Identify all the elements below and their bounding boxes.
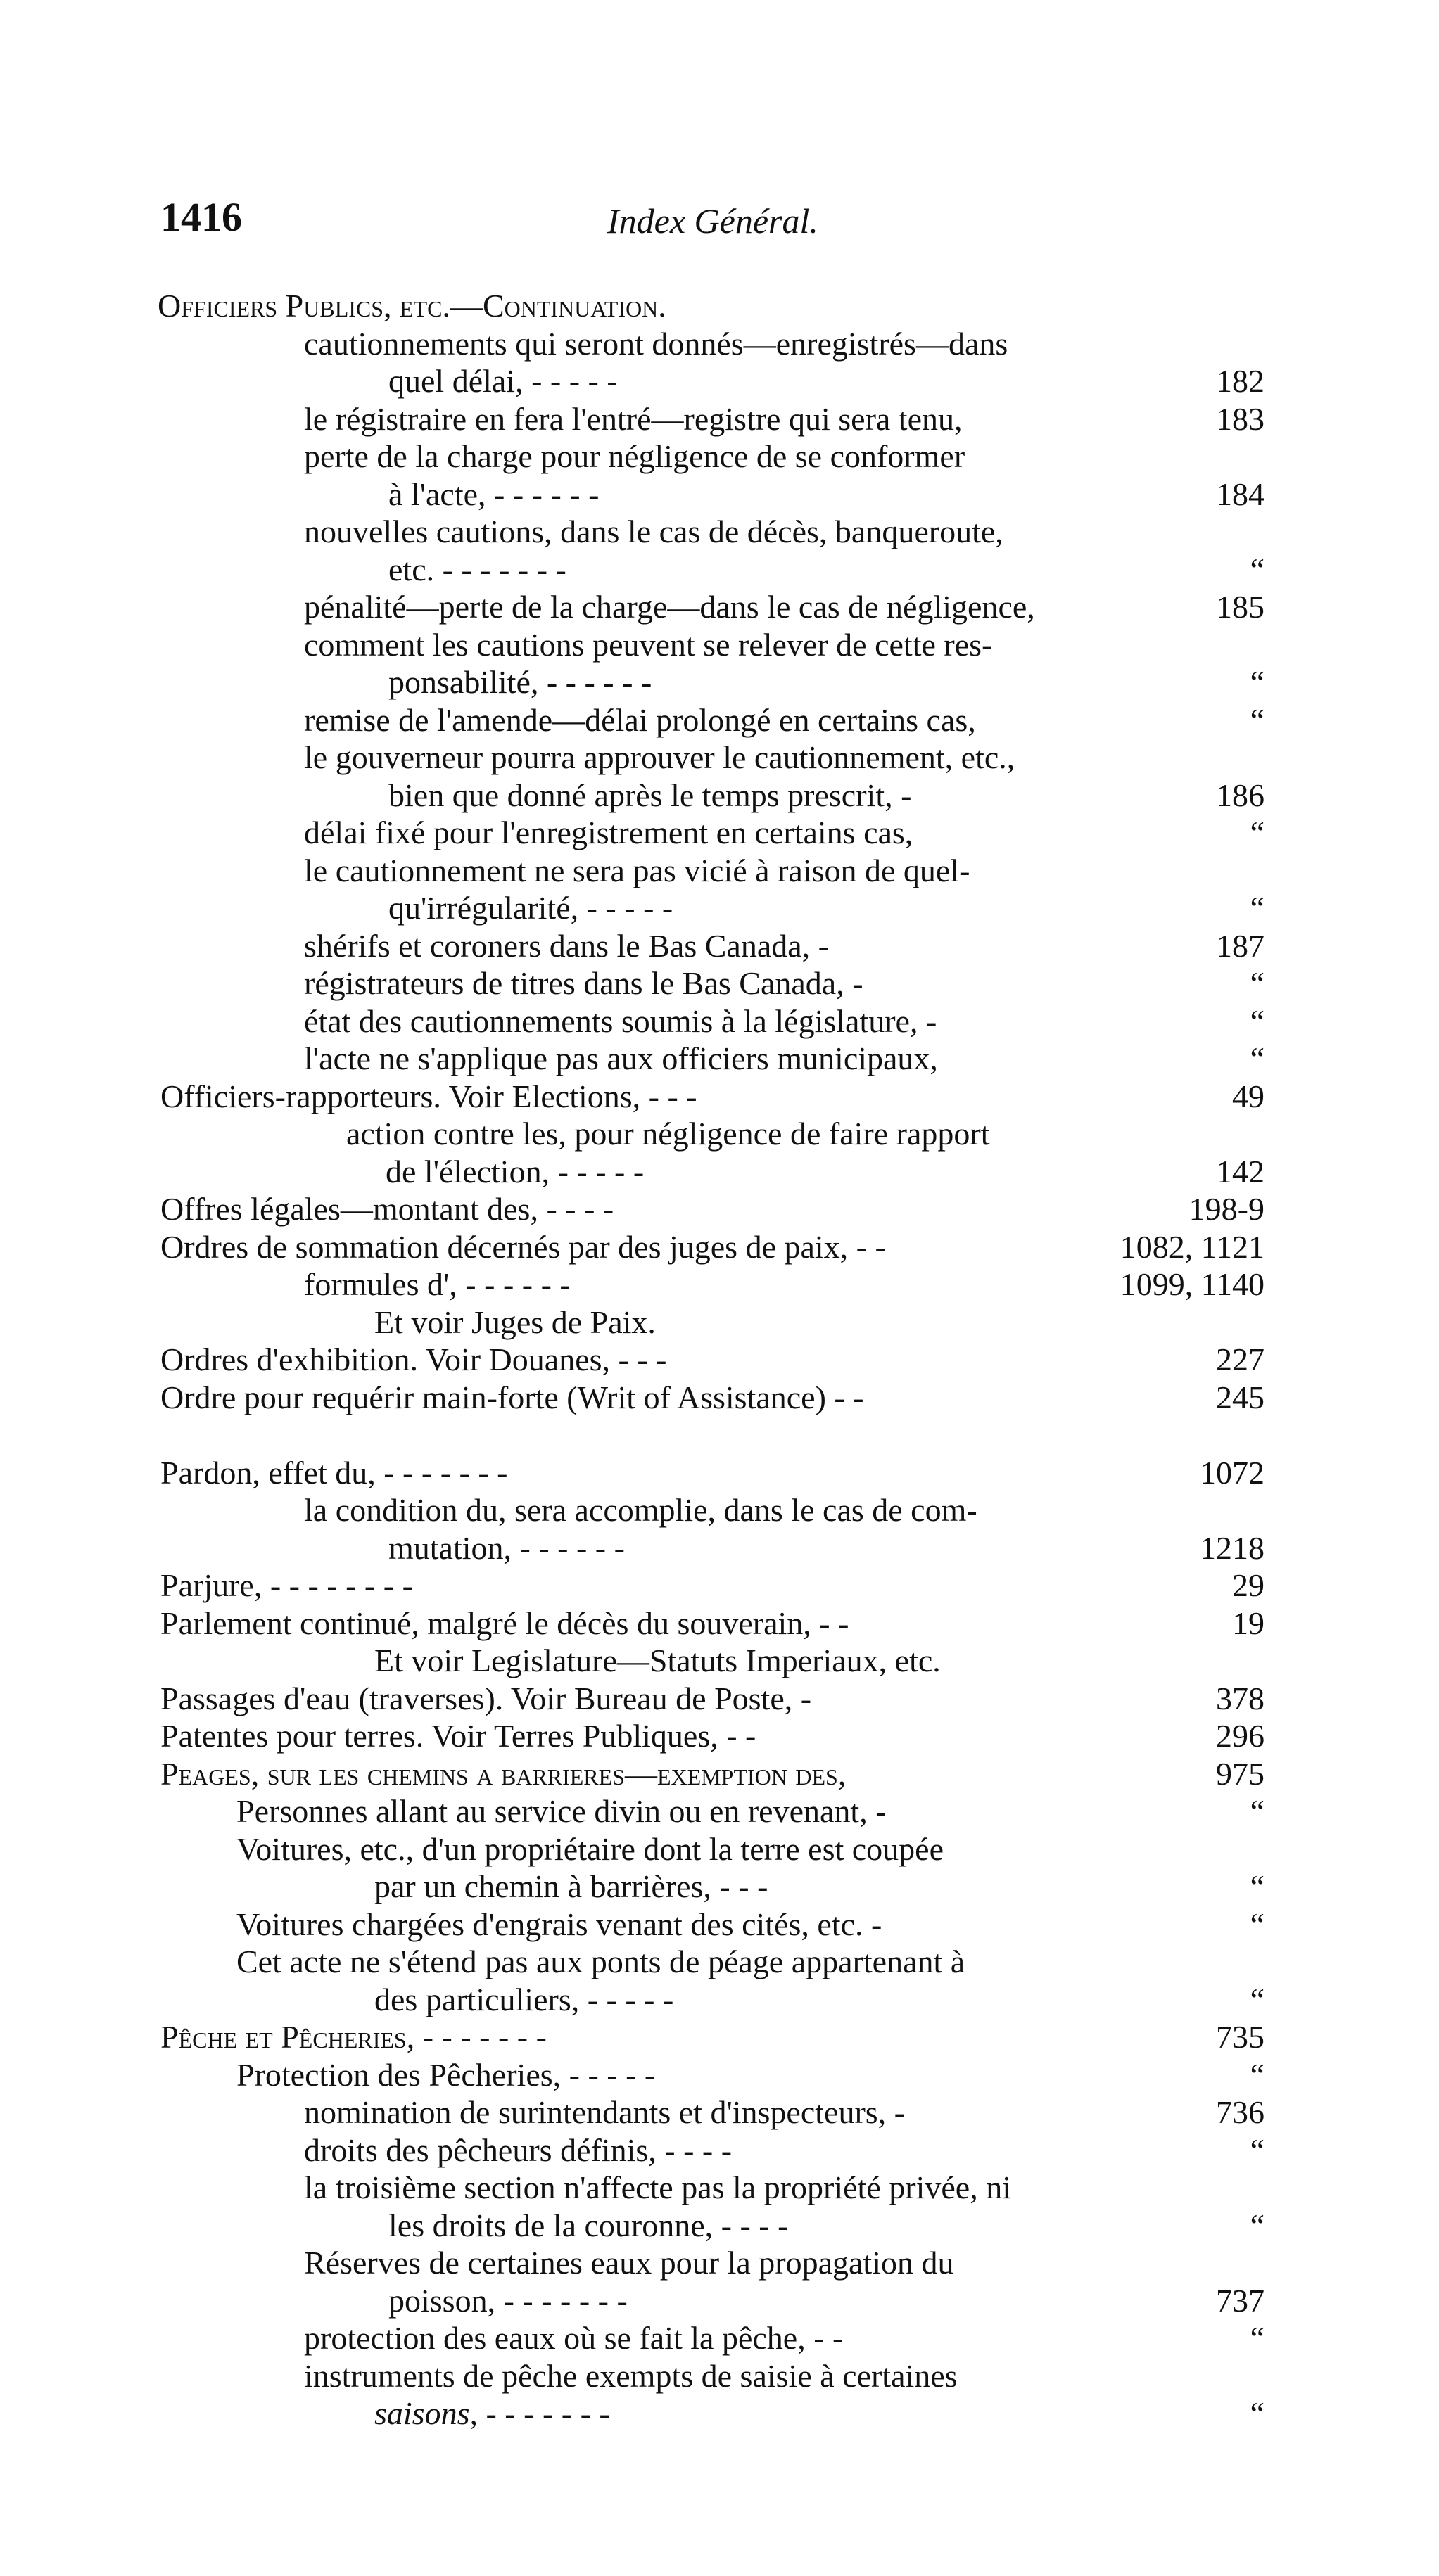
index-entry bbox=[0, 1868, 1439, 1906]
entry-text: Pardon, effet du, - - - - - - - bbox=[160, 1454, 508, 1491]
entry-page-ref: 29 bbox=[1232, 1567, 1264, 1603]
entry-page-ref: 227 bbox=[1216, 1341, 1264, 1377]
index-entry bbox=[0, 1642, 1439, 1680]
index-entry bbox=[0, 1680, 1439, 1718]
index-entry bbox=[0, 2131, 1439, 2169]
entry-text: Voitures chargées d'engrais venant des cités, etc. - bbox=[236, 1906, 882, 1942]
entry-page-ref: 1218 bbox=[1200, 1529, 1264, 1566]
entry-page-ref: “ bbox=[1250, 664, 1264, 700]
entry-text: Cet acte ne s'étend pas aux ponts de péage appartenant à bbox=[236, 1944, 965, 1979]
page-header bbox=[160, 193, 1258, 257]
entry-page-ref: “ bbox=[1250, 890, 1264, 926]
index-entry bbox=[0, 2093, 1439, 2131]
entry-text: bien que donné après le temps prescrit, - bbox=[388, 777, 912, 813]
index-entry bbox=[0, 1792, 1439, 1830]
entry-text: perte de la charge pour négligence de se conformer bbox=[304, 438, 965, 474]
entry-text: cautionnements qui seront donnés—enregistrés—dans bbox=[304, 325, 1008, 362]
index-entry bbox=[0, 2357, 1439, 2395]
entry-page-ref: 182 bbox=[1216, 363, 1264, 399]
entry-text: le régistraire en fera l'entré—registre qui sera tenu, bbox=[304, 400, 963, 437]
index-entry bbox=[0, 1567, 1439, 1605]
entry-text: Ordres d'exhibition. Voir Douanes, - - - bbox=[160, 1341, 667, 1377]
index-entry bbox=[0, 1341, 1439, 1379]
index-entry bbox=[0, 2207, 1439, 2245]
entry-text: Personnes allant au service divin ou en revenant, - bbox=[236, 1793, 887, 1829]
index-entry bbox=[0, 1454, 1439, 1492]
entry-page-ref: 184 bbox=[1216, 476, 1264, 512]
entry-text: poisson, - - - - - - - bbox=[388, 2282, 628, 2319]
index-entry bbox=[0, 1115, 1439, 1153]
entry-page-ref: “ bbox=[1250, 1906, 1264, 1942]
index-entry bbox=[0, 1228, 1439, 1266]
entry-text: remise de l'amende—délai prolongé en certains cas, bbox=[304, 701, 976, 738]
entry-text: à l'acte, - - - - - - bbox=[388, 476, 600, 512]
entry-text: Et voir Juges de Paix. bbox=[374, 1303, 656, 1340]
entry-page-ref: “ bbox=[1250, 965, 1264, 1001]
entry-text: Offres légales—montant des, - - - - bbox=[160, 1191, 614, 1227]
entry-text: droits des pêcheurs définis, - - - - bbox=[304, 2131, 733, 2168]
index-entry bbox=[0, 1265, 1439, 1303]
index-entry bbox=[0, 1078, 1439, 1116]
entry-page-ref: “ bbox=[1250, 2131, 1264, 2168]
entry-page-ref: “ bbox=[1250, 2056, 1264, 2093]
entry-text: action contre les, pour négligence de faire rapport bbox=[346, 1116, 990, 1152]
index-entry bbox=[0, 626, 1439, 664]
index-entry bbox=[0, 2056, 1439, 2094]
entry-text: Pêche et Pêcheries, - - - - - - - bbox=[160, 2019, 547, 2055]
index-entry bbox=[0, 588, 1439, 626]
entry-text: ponsabilité, - - - - - - bbox=[388, 664, 652, 700]
entry-text: Réserves de certaines eaux pour la propagation du bbox=[304, 2245, 954, 2281]
index-entry bbox=[0, 438, 1439, 476]
entry-text: régistrateurs de titres dans le Bas Canada, - bbox=[304, 965, 863, 1001]
index-entry bbox=[0, 701, 1439, 739]
index-entry bbox=[0, 1981, 1439, 2019]
entry-text: pénalité—perte de la charge—dans le cas de négligence, bbox=[304, 589, 1035, 625]
index-entry bbox=[0, 513, 1439, 551]
entry-text: Passages d'eau (traverses). Voir Bureau de Poste, - bbox=[160, 1680, 812, 1716]
index-entry bbox=[0, 1416, 1439, 1454]
index-entry bbox=[0, 1943, 1439, 1981]
entry-text: saisons, - - - - - - - bbox=[374, 2395, 610, 2431]
index-entry bbox=[0, 1040, 1439, 1078]
entry-text: formules d', - - - - - - bbox=[304, 1266, 571, 1302]
entry-page-ref: “ bbox=[1250, 551, 1264, 587]
index-entry bbox=[0, 2395, 1439, 2432]
entry-text: nomination de surintendants et d'inspecteurs, - bbox=[304, 2094, 905, 2130]
entry-page-ref: 1072 bbox=[1200, 1454, 1264, 1491]
entry-text: shérifs et coroners dans le Bas Canada, - bbox=[304, 927, 829, 964]
index-entry bbox=[0, 927, 1439, 965]
index-entry bbox=[0, 1717, 1439, 1755]
entry-text: comment les cautions peuvent se relever de cette res- bbox=[304, 626, 993, 663]
index-entry bbox=[0, 2018, 1439, 2056]
entry-page-ref: 296 bbox=[1216, 1718, 1264, 1754]
index-entry bbox=[0, 400, 1439, 438]
entry-page-ref: “ bbox=[1250, 1040, 1264, 1076]
entry-text: l'acte ne s'applique pas aux officiers municipaux, bbox=[304, 1040, 938, 1076]
index-entry bbox=[0, 362, 1439, 400]
entry-text: le cautionnement ne sera pas vicié à raison de quel- bbox=[304, 852, 970, 888]
entry-page-ref: 378 bbox=[1216, 1680, 1264, 1716]
entry-text: Patentes pour terres. Voir Terres Publiques, - - bbox=[160, 1718, 756, 1754]
entry-text: Ordre pour requérir main-forte (Writ of Assistance) - - bbox=[160, 1379, 864, 1415]
entry-text: Parjure, - - - - - - - - bbox=[160, 1567, 413, 1603]
entry-page-ref: 1082, 1121 bbox=[1120, 1228, 1264, 1265]
entry-page-ref: “ bbox=[1250, 1981, 1264, 2017]
entry-page-ref: 187 bbox=[1216, 927, 1264, 964]
entry-text: etc. - - - - - - - bbox=[388, 551, 566, 587]
entry-text: par un chemin à barrières, - - - bbox=[374, 1868, 768, 1904]
entry-text: Et voir Legislature—Statuts Imperiaux, etc. bbox=[374, 1643, 941, 1678]
index-entry bbox=[0, 777, 1439, 815]
entry-page-ref: 736 bbox=[1216, 2094, 1264, 2130]
entry-text: Protection des Pêcheries, - - - - - bbox=[236, 2056, 656, 2093]
index-entry bbox=[0, 2169, 1439, 2207]
entry-page-ref: “ bbox=[1250, 815, 1264, 850]
entry-text: protection des eaux où se fait la pêche, - - bbox=[304, 2320, 844, 2356]
entry-text: délai fixé pour l'enregistrement en certains cas, bbox=[304, 815, 913, 850]
entry-page-ref: 975 bbox=[1216, 1755, 1264, 1792]
index-entry bbox=[0, 2282, 1439, 2320]
index-entries bbox=[0, 287, 1439, 2432]
entry-text: de l'élection, - - - - - bbox=[386, 1153, 645, 1190]
entry-page-ref: 186 bbox=[1216, 777, 1264, 813]
entry-page-ref: “ bbox=[1250, 701, 1264, 738]
index-entry bbox=[0, 476, 1439, 514]
entry-text: la condition du, sera accomplie, dans le cas de com- bbox=[304, 1492, 977, 1528]
entry-page-ref: 19 bbox=[1232, 1605, 1264, 1641]
entry-page-ref: 245 bbox=[1216, 1379, 1264, 1415]
entry-page-ref: 185 bbox=[1216, 589, 1264, 625]
index-entry bbox=[0, 814, 1439, 852]
entry-text: la troisième section n'affecte pas la propriété privée, ni bbox=[304, 2169, 1011, 2205]
entry-text: des particuliers, - - - - - bbox=[374, 1981, 674, 2017]
page-number: 1416 bbox=[160, 194, 242, 240]
index-entry bbox=[0, 1491, 1439, 1529]
entry-page-ref: “ bbox=[1250, 1868, 1264, 1904]
index-entry bbox=[0, 2244, 1439, 2282]
index-entry bbox=[0, 1605, 1439, 1643]
index-entry bbox=[0, 1830, 1439, 1868]
entry-text: quel délai, - - - - - bbox=[388, 363, 618, 399]
entry-page-ref: 198-9 bbox=[1188, 1191, 1264, 1227]
entry-page-ref: 1099, 1140 bbox=[1120, 1266, 1264, 1302]
index-entry bbox=[0, 1153, 1439, 1191]
entry-text: Ordres de sommation décernés par des juges de paix, - - bbox=[160, 1228, 886, 1265]
entry-page-ref: “ bbox=[1250, 2207, 1264, 2243]
entry-text: état des cautionnements soumis à la législature, - bbox=[304, 1002, 937, 1039]
entry-page-ref: 142 bbox=[1216, 1153, 1264, 1190]
index-entry bbox=[0, 1529, 1439, 1567]
running-title: Index Général. bbox=[607, 201, 818, 241]
entry-text: les droits de la couronne, - - - - bbox=[388, 2207, 789, 2243]
entry-page-ref: “ bbox=[1250, 2320, 1264, 2356]
entry-text: le gouverneur pourra approuver le cautionnement, etc., bbox=[304, 739, 1015, 775]
index-entry bbox=[0, 1002, 1439, 1040]
index-entry bbox=[0, 325, 1439, 363]
entry-page-ref: 183 bbox=[1216, 400, 1264, 437]
entry-page-ref: 735 bbox=[1216, 2019, 1264, 2055]
index-entry bbox=[0, 663, 1439, 701]
index-entry bbox=[0, 1303, 1439, 1341]
index-entry bbox=[0, 551, 1439, 589]
entry-text: Peages, sur les chemins a barrieres—exemption des, bbox=[160, 1755, 847, 1792]
index-entry bbox=[0, 1379, 1439, 1417]
index-entry bbox=[0, 1190, 1439, 1228]
entry-page-ref: “ bbox=[1250, 1793, 1264, 1829]
entry-text: Parlement continué, malgré le décès du souverain, - - bbox=[160, 1605, 849, 1641]
entry-text: Voitures, etc., d'un propriétaire dont la terre est coupée bbox=[236, 1830, 944, 1867]
entry-page-ref: “ bbox=[1250, 2395, 1264, 2431]
index-entry bbox=[0, 1906, 1439, 1944]
index-entry bbox=[0, 1755, 1439, 1793]
entry-text: Officiers-rapporteurs. Voir Elections, - - - bbox=[160, 1078, 697, 1114]
index-entry bbox=[0, 964, 1439, 1002]
entry-text: instruments de pêche exempts de saisie à certaines bbox=[304, 2357, 958, 2394]
entry-page-ref: “ bbox=[1250, 1002, 1264, 1039]
entry-text: nouvelles cautions, dans le cas de décès, banqueroute, bbox=[304, 514, 1003, 549]
entry-text: Officiers Publics, etc.—Continuation. bbox=[158, 288, 666, 324]
entry-text: mutation, - - - - - - bbox=[388, 1529, 625, 1566]
index-entry bbox=[0, 739, 1439, 777]
entry-page-ref: 49 bbox=[1232, 1078, 1264, 1114]
index-entry bbox=[0, 889, 1439, 927]
entry-text: qu'irrégularité, - - - - - bbox=[388, 890, 673, 926]
index-entry bbox=[0, 2319, 1439, 2357]
index-entry bbox=[0, 287, 1439, 325]
index-entry bbox=[0, 852, 1439, 890]
entry-page-ref: 737 bbox=[1216, 2282, 1264, 2319]
